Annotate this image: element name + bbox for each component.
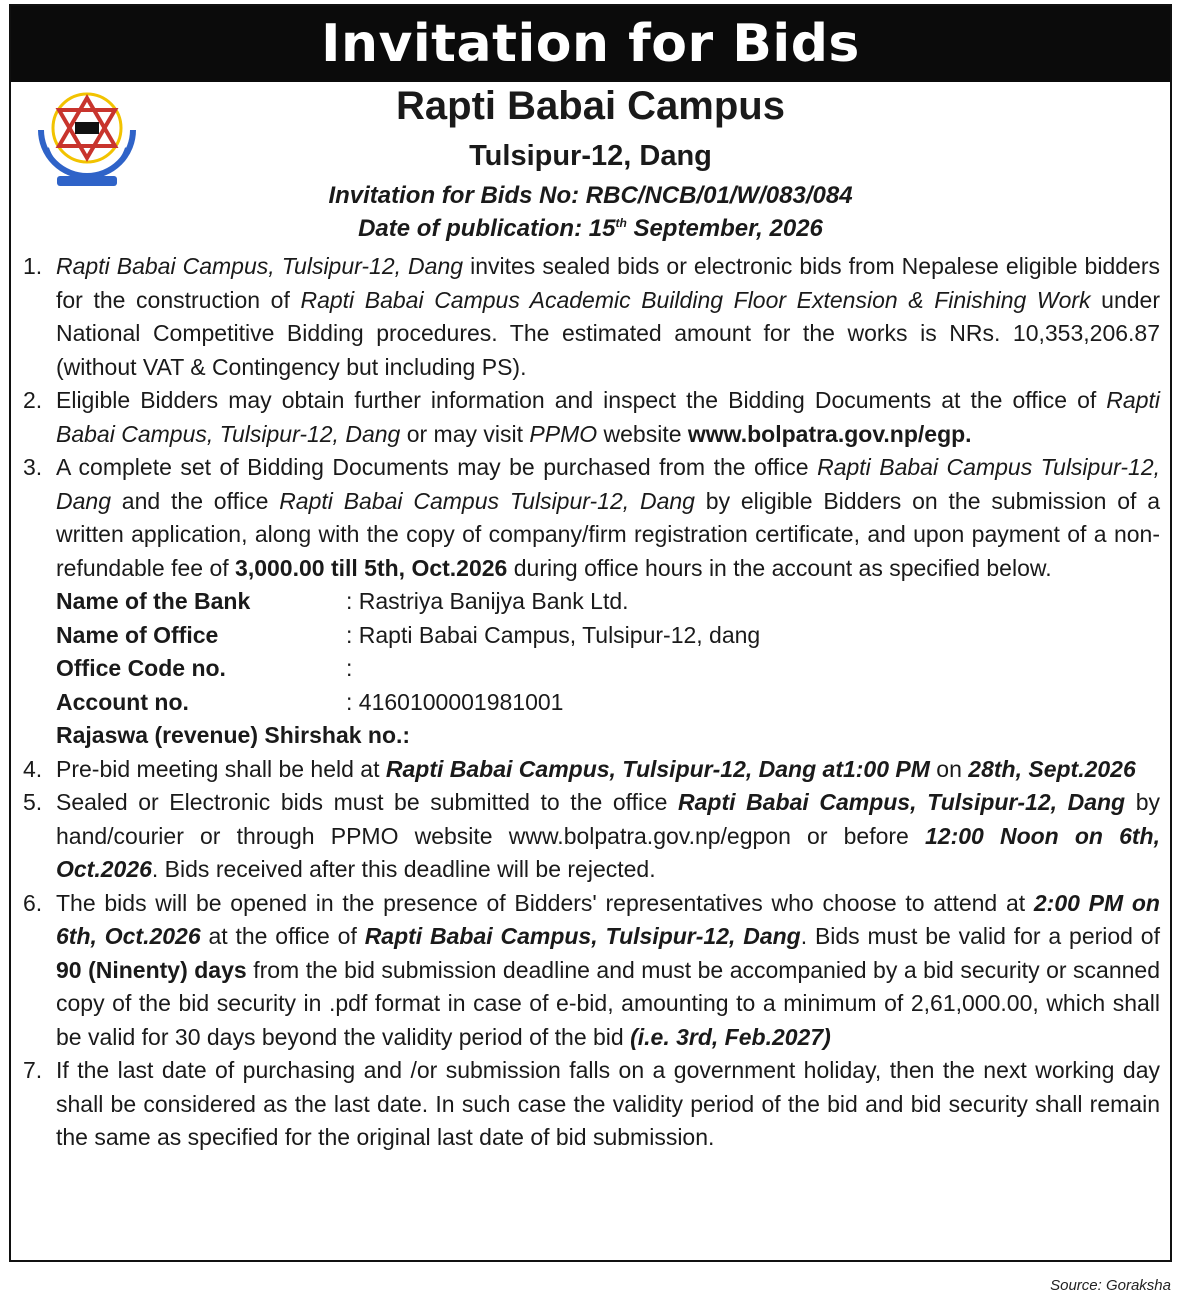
list-item: 1. Rapti Babai Campus, Tulsipur-12, Dang invites sealed bids or electronic bids from Nepalese eligible bidders for the construction of Rapti Babai Campus Academic Building Floor Extension & Finishing Work under National Competitive Bidding procedures. The estimated amount for the works is NRs. 10,353,206.87 (without VAT & Contingency but including PS). bbox=[23, 253, 1160, 380]
source-caption: Source: Goraksha bbox=[1050, 1277, 1171, 1294]
account-value: : 4160100001981001 bbox=[346, 688, 564, 715]
publication-date: Date of publication: 15th September, 2026 bbox=[358, 215, 823, 242]
list-item: 6. The bids will be opened in the presence of Bidders' representatives who choose to attend at 2:00 PM on 6th, Oct.2026 at the office of Rapti Babai Campus, Tulsipur-12, Dang. Bids must be valid for a period of 90 (Ninenty) days from the bid submission deadline and must be accompanied by a bid security or scanned copy of the bid security in .pdf format in case of e-bid, amounting to a minimum of 2,61,000.00, which shall be valid for 30 days beyond the validity period of the bid (i.e. 3rd, Feb.2027) bbox=[23, 889, 1160, 1050]
bid-number: Invitation for Bids No: RBC/NCB/01/W/083/084 bbox=[328, 182, 853, 209]
bank-details bbox=[11, 585, 1170, 753]
office-code-value: : bbox=[346, 655, 353, 681]
list-item: 2. Eligible Bidders may obtain further information and inspect the Bidding Documents at the office of Rapti Babai Campus, Tulsipur-12, Dang or may visit PPMO website www.bolpatra.gov.np/egp. bbox=[23, 387, 1160, 447]
office-name-label: Name of Office bbox=[56, 621, 219, 648]
list-item: 5. Sealed or Electronic bids must be submitted to the office Rapti Babai Campus, Tulsipur-12, Dang by hand/courier or through PPMO website www.bolpatra.gov.np/egpon or before 12:00 Noon on 6th, Oct.2026. Bids received after this deadline will be rejected. bbox=[23, 789, 1160, 882]
bank-name-label: Name of the Bank bbox=[56, 588, 251, 614]
bid-notice bbox=[9, 4, 1172, 1262]
list-item: 4. Pre-bid meeting shall be held at Rapti Babai Campus, Tulsipur-12, Dang at1:00 PM on 28th, Sept.2026 bbox=[23, 755, 1136, 782]
list-item: 3. A complete set of Bidding Documents may be purchased from the office Rapti Babai Campus Tulsipur-12, Dang and the office Rapti Babai Campus Tulsipur-12, Dang by eligible Bidders on the submission of a written application, along with the copy of company/firm registration certificate, and upon payment of a non-refundable fee of 3,000.00 till 5th, Oct.2026 during office hours in the account as specified below. bbox=[23, 454, 1160, 581]
title-banner bbox=[11, 6, 1170, 82]
bank-name-value: : Rastriya Banijya Bank Ltd. bbox=[346, 588, 629, 614]
notice-items bbox=[11, 250, 1170, 1155]
rajaswa-label: Rajaswa (revenue) Shirshak no.: bbox=[56, 722, 411, 748]
list-item: 7. If the last date of purchasing and /or submission falls on a government holiday, then the next working day shall be considered as the last date. In such case the validity period of the bid and bid security shall remain the same as specified for the original last date of bid submission. bbox=[23, 1057, 1160, 1150]
campus-address: Tulsipur-12, Dang bbox=[469, 140, 712, 172]
office-name-value: : Rapti Babai Campus, Tulsipur-12, dang bbox=[346, 621, 761, 648]
website-link[interactable]: www.bolpatra.gov.np/egp. bbox=[687, 420, 972, 447]
notice-title: Invitation for Bids bbox=[321, 14, 860, 74]
office-code-label: Office Code no. bbox=[56, 655, 226, 681]
account-label: Account no. bbox=[56, 688, 189, 715]
campus-name: Rapti Babai Campus bbox=[396, 84, 785, 128]
